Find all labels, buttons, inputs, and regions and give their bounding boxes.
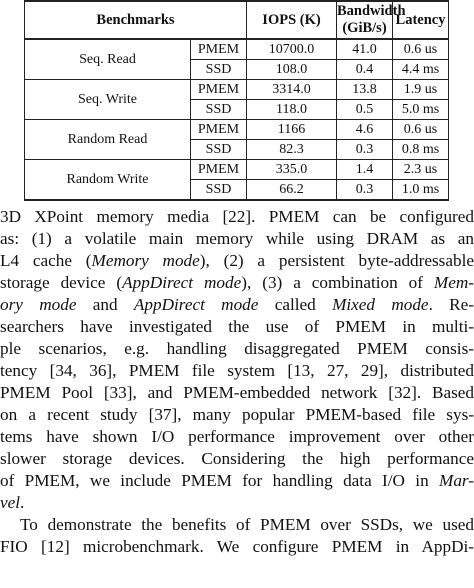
italic-term: ory mode xyxy=(0,295,77,314)
text-segment: FIO [12] microbenchmark. We configure PMEM in AppDi- xyxy=(0,537,474,556)
text-line xyxy=(0,426,474,448)
text-segment: 3D XPoint memory media [22]. PMEM can be configured xyxy=(0,207,474,226)
device-cell: PMEM xyxy=(191,80,247,100)
iops-cell: 10700.0 xyxy=(247,39,337,60)
text-segment: called xyxy=(258,295,333,314)
text-line xyxy=(0,382,474,404)
iops-cell: 118.0 xyxy=(247,100,337,120)
italic-term: Memory mode xyxy=(91,251,200,270)
header-latency: Latency xyxy=(393,1,449,39)
bandwidth-cell: 13.8 xyxy=(337,80,393,100)
text-line xyxy=(0,536,474,558)
text-line xyxy=(0,404,474,426)
italic-term: vel xyxy=(0,493,21,512)
bandwidth-cell: 4.6 xyxy=(337,120,393,140)
header-benchmarks: Benchmarks xyxy=(25,1,247,39)
bandwidth-cell: 41.0 xyxy=(337,39,393,60)
iops-cell: 66.2 xyxy=(247,180,337,201)
benchmark-table-container xyxy=(24,0,448,201)
device-cell: SSD xyxy=(191,100,247,120)
device-cell: PMEM xyxy=(191,39,247,60)
iops-cell: 108.0 xyxy=(247,60,337,80)
text-line xyxy=(0,338,474,360)
device-cell: SSD xyxy=(191,140,247,160)
text-segment: . xyxy=(20,493,25,512)
text-segment: on a recent study [37], many popular PMEM-based file sys- xyxy=(0,405,474,424)
table-row xyxy=(25,120,449,140)
text-segment: ple scenarios, e.g. handling disaggregated PMEM consis- xyxy=(0,339,474,358)
text-segment: PMEM Pool [33], and PMEM-embedded network [32]. Based xyxy=(0,383,474,402)
benchmark-name: Seq. Read xyxy=(25,39,191,80)
latency-cell: 0.8 ms xyxy=(393,140,449,160)
header-bandwidth xyxy=(337,1,406,39)
text-segment: of PMEM, we include PMEM for handling data I/O in xyxy=(0,471,440,490)
text-line xyxy=(0,514,474,536)
text-line xyxy=(0,448,474,470)
table-body xyxy=(25,39,449,200)
latency-cell: 5.0 ms xyxy=(393,100,449,120)
iops-cell: 82.3 xyxy=(247,140,337,160)
benchmark-table xyxy=(24,0,449,201)
header-bandwidth-line2: (GiB/s) xyxy=(342,20,387,36)
text-segment: searchers have investigated the use of PMEM in multi- xyxy=(0,317,474,336)
text-segment: tems have shown I/O performance improvement over other xyxy=(0,427,474,446)
latency-cell: 2.3 us xyxy=(393,160,449,180)
body-text xyxy=(0,206,474,558)
device-cell: SSD xyxy=(191,180,247,201)
italic-term: Mixed mode xyxy=(332,295,429,314)
bandwidth-cell: 0.5 xyxy=(337,100,393,120)
device-cell: SSD xyxy=(191,60,247,80)
italic-term: AppDirect mode xyxy=(122,273,242,292)
latency-cell: 0.6 us xyxy=(393,39,449,60)
benchmark-name: Random Read xyxy=(25,120,191,160)
text-segment: and xyxy=(76,295,134,314)
device-cell: PMEM xyxy=(191,160,247,180)
italic-term: Mem- xyxy=(433,273,474,292)
text-line xyxy=(0,206,474,228)
text-line xyxy=(0,492,474,514)
iops-cell: 1166 xyxy=(247,120,337,140)
text-line xyxy=(0,316,474,338)
bandwidth-cell: 0.3 xyxy=(337,180,393,201)
latency-cell: 0.6 us xyxy=(393,120,449,140)
text-line xyxy=(0,470,474,492)
text-segment: ), (3) a combination of xyxy=(241,273,434,292)
text-line xyxy=(0,360,474,382)
latency-cell: 1.9 us xyxy=(393,80,449,100)
text-segment: L4 cache ( xyxy=(0,251,92,270)
text-segment: as: (1) a volatile main memory while using DRAM as an xyxy=(0,229,474,248)
text-line xyxy=(0,294,474,316)
benchmark-name: Random Write xyxy=(25,160,191,201)
latency-cell: 1.0 ms xyxy=(393,180,449,201)
bandwidth-cell: 0.3 xyxy=(337,140,393,160)
italic-term: AppDirect mode xyxy=(133,295,259,314)
italic-term: Mar- xyxy=(439,471,474,490)
table-row xyxy=(25,80,449,100)
table-header-row xyxy=(25,1,449,39)
text-segment: To demonstrate the benefits of PMEM over SSDs, we used xyxy=(20,515,474,534)
text-segment: ), (2) a persistent byte-addressable xyxy=(199,251,474,270)
text-line xyxy=(0,250,474,272)
text-line xyxy=(0,228,474,250)
bandwidth-cell: 0.4 xyxy=(337,60,393,80)
table-row xyxy=(25,160,449,180)
text-line xyxy=(0,272,474,294)
device-cell: PMEM xyxy=(191,120,247,140)
bandwidth-cell: 1.4 xyxy=(337,160,393,180)
benchmark-name: Seq. Write xyxy=(25,80,191,120)
header-bandwidth-line1: Bandwidth xyxy=(337,3,406,19)
iops-cell: 3314.0 xyxy=(247,80,337,100)
table-row xyxy=(25,39,449,60)
text-segment: . Re- xyxy=(428,295,474,314)
header-iops: IOPS (K) xyxy=(247,1,337,39)
iops-cell: 335.0 xyxy=(247,160,337,180)
text-segment: tency [34, 36], PMEM file system [13, 27, 29], distributed xyxy=(0,361,474,380)
text-segment: storage device ( xyxy=(0,273,123,292)
text-segment: slower storage devices. Considering the high performance xyxy=(0,449,474,468)
latency-cell: 4.4 ms xyxy=(393,60,449,80)
